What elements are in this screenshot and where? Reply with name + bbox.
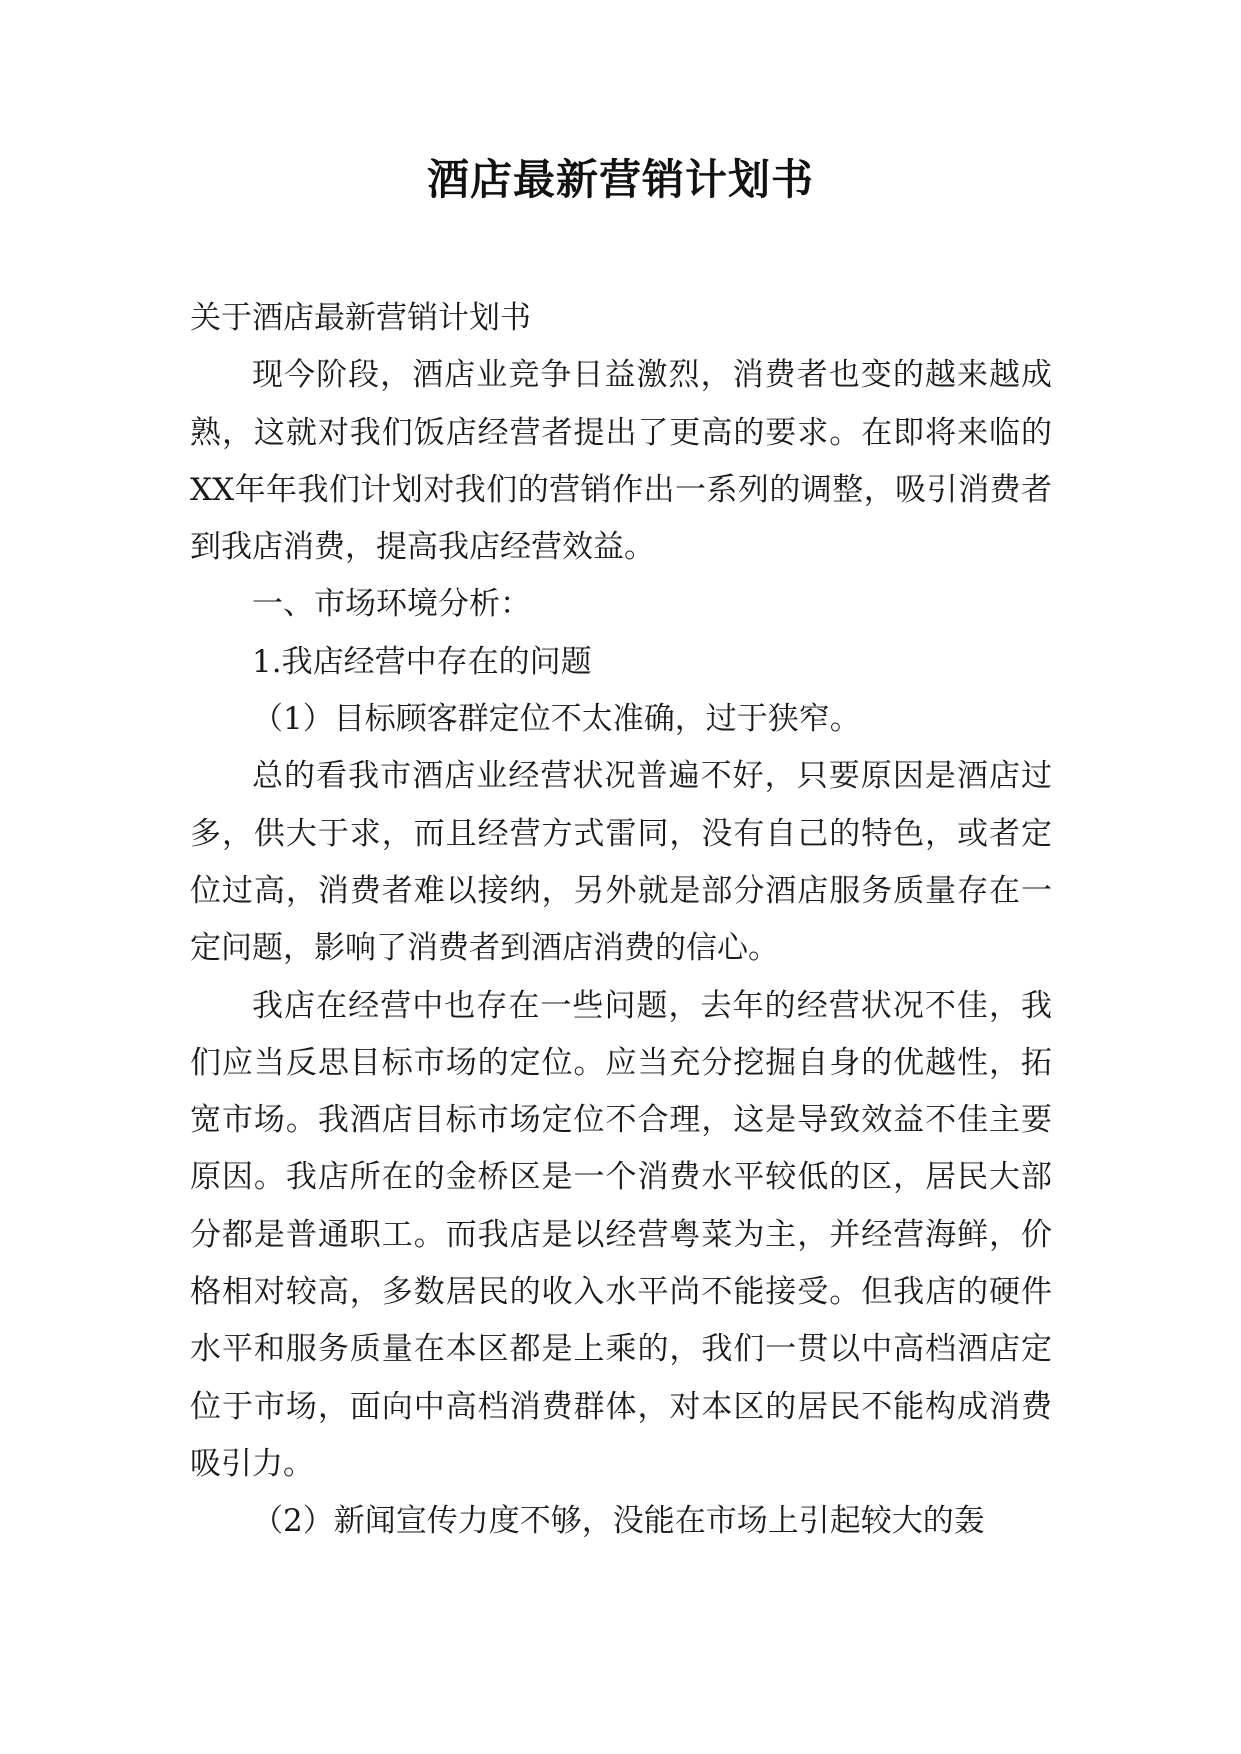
point-heading: （1）目标顾客群定位不太准确，过于狭窄。 [252,701,861,738]
intro-paragraph: 现今阶段，酒店业竞争日益激烈，消费者也变的越来越成熟，这就对我们饭店经营者提出了更高的要求。在即将来临的XX年年我们计划对我们的营销作出一系列的调整，吸引消费者到我店消费，提高我店经营效益。 [190,357,1052,566]
subsection-heading: 1.我店经营中存在的问题 [252,643,592,680]
document-title: 酒店最新营销计划书 [426,155,814,204]
subtitle-paragraph: 关于酒店最新营销计划书 [190,300,531,336]
point-heading: （2）新闻宣传力度不够，没能在市场上引起较大的轰 [252,1503,985,1540]
body-paragraph: 我店在经营中也存在一些问题，去年的经营状况不佳，我们应当反思目标市场的定位。应当充分挖掘自身的优越性，拓宽市场。我酒店目标市场定位不合理，这是导致效益不佳主要原因。我店所在的金桥区是一个消费水平较低的区，居民大部分都是普通职工。而我店是以经营粤菜为主，并经营海鲜，价格相对较高，多数居民的收入水平尚不能接受。但我店的硬件水平和服务质量在本区都是上乘的，我们一贯以中高档酒店定位于市场，面向中高档消费群体，对本区的居民不能构成消费吸引力。 [190,987,1052,1482]
body-paragraph: 总的看我市酒店业经营状况普遍不好，只要原因是酒店过多，供大于求，而且经营方式雷同，没有自己的特色，或者定位过高，消费者难以接纳，另外就是部分酒店服务质量存在一定问题，影响了消费者到酒店消费的信心。 [190,758,1052,967]
section-heading: 一、市场环境分析： [252,586,531,623]
document-body [190,290,1052,1551]
